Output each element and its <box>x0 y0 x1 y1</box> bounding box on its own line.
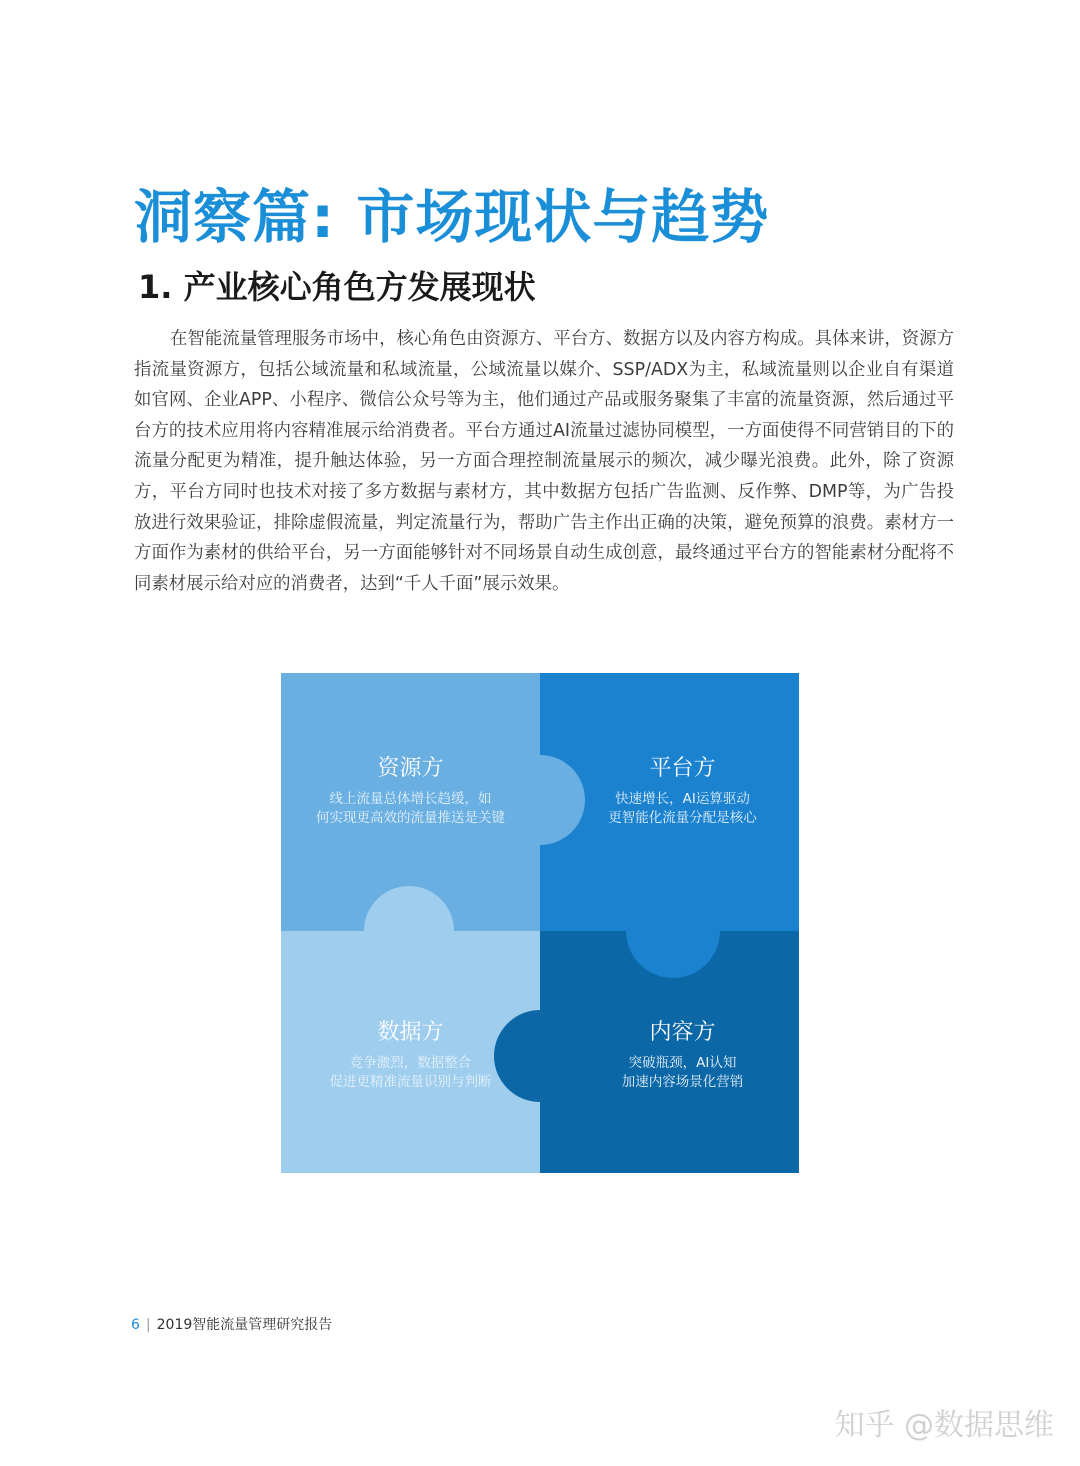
section-heading: 1. 产业核心角色方发展现状 <box>138 268 536 306</box>
puzzle-tab-data <box>364 886 454 976</box>
report-title: 2019智能流量管理研究报告 <box>156 1317 333 1333</box>
data-desc-line-1: 竞争激烈，数据整合 <box>349 1055 472 1071</box>
body-paragraph: 在智能流量管理服务市场中，核心角色由资源方、平台方、数据方以及内容方构成。具体来讲，资源方指流量资源方，包括公域流量和私域流量，公域流量以媒介、SSP/ADX为主，私域流量则以企业自有渠道如官网、企业APP、小程序、微信公众号等为主，他们通过产品或服务聚集了丰富的流量资源，然后通过平台方的技术应用将内容精准展示给消费者。平台方通过AI流量过滤协同模型，一方面使得不同营销目的下的流量分配更为精准，提升触达体验，另一方面合理控制流量展示的频次，减少曝光浪费。此外，除了资源方，平台方同时也技术对接了多方数据与素材方，其中数据方包括广告监测、反作弊、DMP等，为广告投放进行效果验证，排除虚假流量，判定流量行为，帮助广告主作出正确的决策，避免预算的浪费。素材方一方面作为素材的供给平台，另一方面能够针对不同场景自动生成创意，最终通过平台方的智能素材分配将不同素材展示给对应的消费者，达到“千人千面”展示效果。 <box>134 329 954 594</box>
data-label-group <box>281 1015 540 1092</box>
page-footer <box>131 1314 332 1334</box>
puzzle-graphic <box>281 673 799 1173</box>
watermark: 知乎 @数据思维 <box>834 1408 1054 1443</box>
content-desc-line-2: 加速内容场景化营销 <box>621 1074 744 1090</box>
platform-name: 平台方 <box>649 756 716 781</box>
page-number: 6 <box>131 1317 140 1333</box>
resource-desc-line-2: 何实现更高效的流量推送是关键 <box>316 810 505 826</box>
resource-desc-line-1: 线上流量总体增长趋缓，如 <box>329 791 492 807</box>
resource-label-group <box>281 751 540 828</box>
page-title: 洞察篇: 市场现状与趋势 <box>134 183 770 251</box>
puzzle-tab-platform <box>626 884 720 978</box>
content-name: 内容方 <box>649 1020 716 1045</box>
content-label-group <box>553 1015 812 1092</box>
platform-desc-line-1: 快速增长，AI运算驱动 <box>615 791 750 807</box>
data-name: 数据方 <box>377 1020 444 1045</box>
resource-name: 资源方 <box>377 756 444 781</box>
content-desc-line-1: 突破瓶颈，AI认知 <box>628 1055 737 1071</box>
platform-label-group <box>553 751 812 828</box>
platform-desc-line-2: 更智能化流量分配是核心 <box>608 810 757 826</box>
role-puzzle-diagram <box>281 673 799 1173</box>
footer-separator: | <box>145 1317 151 1333</box>
data-desc-line-2: 促进更精准流量识别与判断 <box>329 1074 492 1090</box>
